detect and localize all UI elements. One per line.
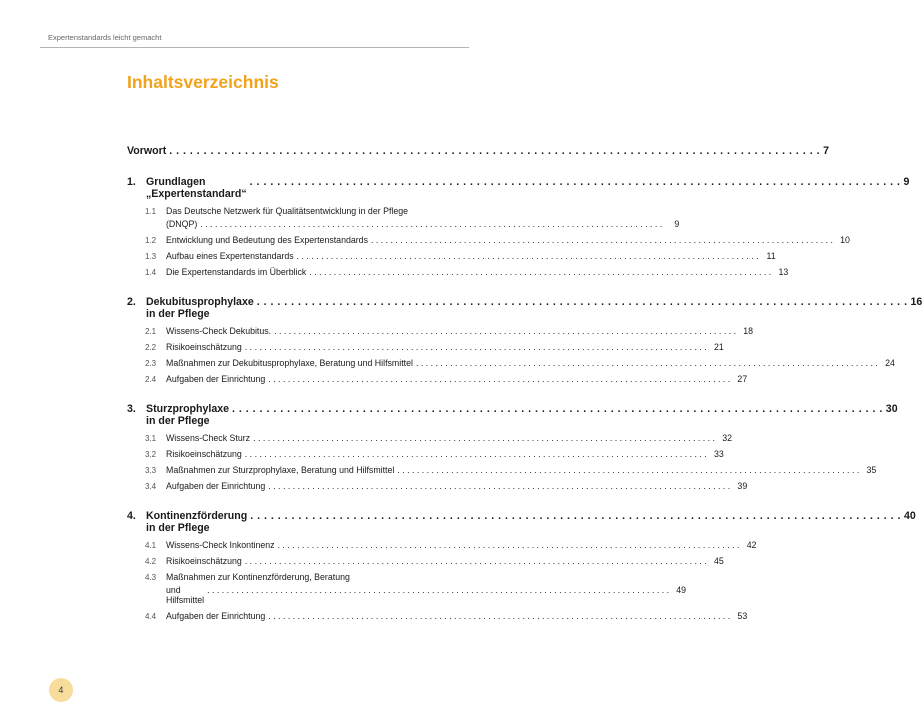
toc-section[interactable] [127, 556, 724, 566]
toc-section[interactable] [127, 267, 789, 277]
toc-section[interactable] [127, 235, 850, 245]
toc-chapter-heading[interactable] [127, 176, 910, 200]
dot-leader [309, 267, 771, 277]
section-page: 27 [737, 374, 748, 384]
dot-leader [250, 510, 901, 522]
section-title: Wissens-Check Dekubitus. [166, 326, 272, 336]
toc-section[interactable] [127, 358, 895, 368]
toc-section[interactable] [127, 251, 776, 261]
dot-leader [245, 342, 707, 352]
section-page: 39 [737, 481, 748, 491]
toc-section[interactable] [127, 481, 748, 491]
toc-chapter-2 [127, 296, 922, 384]
running-header: Expertenstandards leicht gemacht [48, 33, 162, 42]
toc-section[interactable] [127, 572, 687, 605]
section-title-line1: Das Deutsche Netzwerk für Qualitätsentwicklung in der Pflege [166, 206, 409, 216]
toc-section[interactable] [127, 206, 680, 229]
chapter-number: 2. [127, 296, 136, 308]
section-page: 49 [676, 585, 687, 595]
section-title: Entwicklung und Bedeutung des Expertenstandards [166, 235, 368, 245]
dot-leader [250, 176, 901, 188]
chapter-number: 3. [127, 403, 136, 415]
section-title-line2: (DNQP) [166, 219, 198, 229]
toc-title: Inhaltsverzeichnis [127, 72, 279, 92]
dot-leader [257, 296, 908, 308]
section-number: 3.2 [145, 450, 157, 459]
chapter-title: Sturzprophylaxe in der Pflege [146, 403, 230, 427]
section-page: 13 [778, 267, 789, 277]
section-page: 24 [885, 358, 895, 368]
section-title: Aufbau eines Expertenstandards [166, 251, 294, 261]
header-rule [40, 47, 469, 48]
section-number: 3.1 [145, 434, 157, 443]
dot-leader [278, 540, 740, 550]
section-title: Maßnahmen zur Sturzprophylaxe, Beratung und Hilfsmittel [166, 465, 395, 475]
section-number: 2.3 [145, 359, 157, 368]
section-number: 2.2 [145, 343, 157, 352]
dot-leader [245, 449, 707, 459]
toc-entry-title: Vorwort [127, 145, 167, 157]
dot-leader [371, 235, 833, 245]
toc-chapter-heading[interactable] [127, 403, 898, 427]
section-title: Risikoeinschätzung [166, 342, 242, 352]
section-number: 1.2 [145, 236, 157, 245]
toc-section[interactable] [127, 449, 724, 459]
section-page: 45 [713, 556, 724, 566]
section-page: 21 [713, 342, 724, 352]
chapter-number: 4. [127, 510, 136, 522]
section-number: 3.4 [145, 482, 157, 491]
section-title: Die Expertenstandards im Überblick [166, 267, 307, 277]
section-number: 4.3 [145, 573, 157, 582]
section-number: 2.1 [145, 327, 157, 336]
section-title: Risikoeinschätzung [166, 449, 242, 459]
dot-leader [245, 556, 707, 566]
section-page: 53 [737, 611, 748, 621]
section-page: 9 [674, 219, 680, 229]
section-title: Aufgaben der Einrichtung [166, 611, 266, 621]
page-number: 4 [58, 685, 64, 695]
dot-leader [169, 145, 820, 157]
section-page: 33 [713, 449, 724, 459]
dot-leader [207, 585, 669, 595]
chapter-page: 40 [904, 510, 916, 522]
chapter-title: Dekubitusprophylaxe in der Pflege [146, 296, 254, 320]
section-title: Aufgaben der Einrichtung [166, 374, 266, 384]
section-number: 1.3 [145, 252, 157, 261]
section-number: 4.1 [145, 541, 157, 550]
table-of-contents [127, 145, 922, 621]
section-title-line2: und Hilfsmittel [166, 585, 205, 605]
dot-leader [397, 465, 859, 475]
section-title: Aufgaben der Einrichtung [166, 481, 266, 491]
chapter-page: 16 [910, 296, 922, 308]
section-page: 18 [743, 326, 754, 336]
dot-leader [297, 251, 759, 261]
chapter-page: 9 [903, 176, 910, 188]
toc-chapter-3 [127, 403, 898, 491]
page-number-badge [49, 678, 73, 702]
dot-leader [200, 219, 662, 229]
toc-chapter-heading[interactable] [127, 296, 922, 320]
section-page: 35 [866, 465, 877, 475]
toc-chapter-1 [127, 176, 910, 277]
dot-leader [268, 611, 730, 621]
toc-entry-page: 7 [823, 145, 830, 157]
dot-leader [416, 358, 878, 368]
chapter-page: 30 [885, 403, 898, 415]
chapter-title: Grundlagen „Expertenstandard“ [146, 176, 247, 200]
section-title: Wissens-Check Inkontinenz [166, 540, 275, 550]
chapter-number: 1. [127, 176, 136, 188]
dot-leader [268, 374, 730, 384]
section-number: 3.3 [145, 466, 157, 475]
section-number: 1.4 [145, 268, 157, 277]
dot-leader [268, 481, 730, 491]
toc-section[interactable] [127, 326, 754, 336]
dot-leader [253, 433, 715, 443]
toc-chapter-4 [127, 510, 916, 621]
chapter-title: Kontinenzförderung in der Pflege [146, 510, 248, 534]
section-title: Wissens-Check Sturz [166, 433, 251, 443]
toc-chapter-heading[interactable] [127, 510, 916, 534]
toc-entry-preface[interactable] [127, 145, 830, 157]
toc-section[interactable] [127, 540, 757, 550]
toc-section[interactable] [127, 465, 877, 475]
section-page: 32 [722, 433, 733, 443]
section-number: 4.4 [145, 612, 157, 621]
toc-section[interactable] [127, 433, 733, 443]
section-page: 11 [766, 251, 776, 261]
section-number: 1.1 [145, 207, 157, 216]
section-title: Maßnahmen zur Dekubitusprophylaxe, Beratung und Hilfsmittel [166, 358, 413, 368]
section-page: 42 [746, 540, 757, 550]
section-title-line1: Maßnahmen zur Kontinenzförderung, Beratung [166, 572, 350, 582]
toc-section[interactable] [127, 342, 724, 352]
dot-leader [232, 403, 883, 415]
section-title: Risikoeinschätzung [166, 556, 242, 566]
toc-section[interactable] [127, 374, 748, 384]
dot-leader [274, 326, 736, 336]
section-number: 2.4 [145, 375, 157, 384]
section-number: 4.2 [145, 557, 157, 566]
section-page: 10 [840, 235, 850, 245]
toc-section[interactable] [127, 611, 748, 621]
